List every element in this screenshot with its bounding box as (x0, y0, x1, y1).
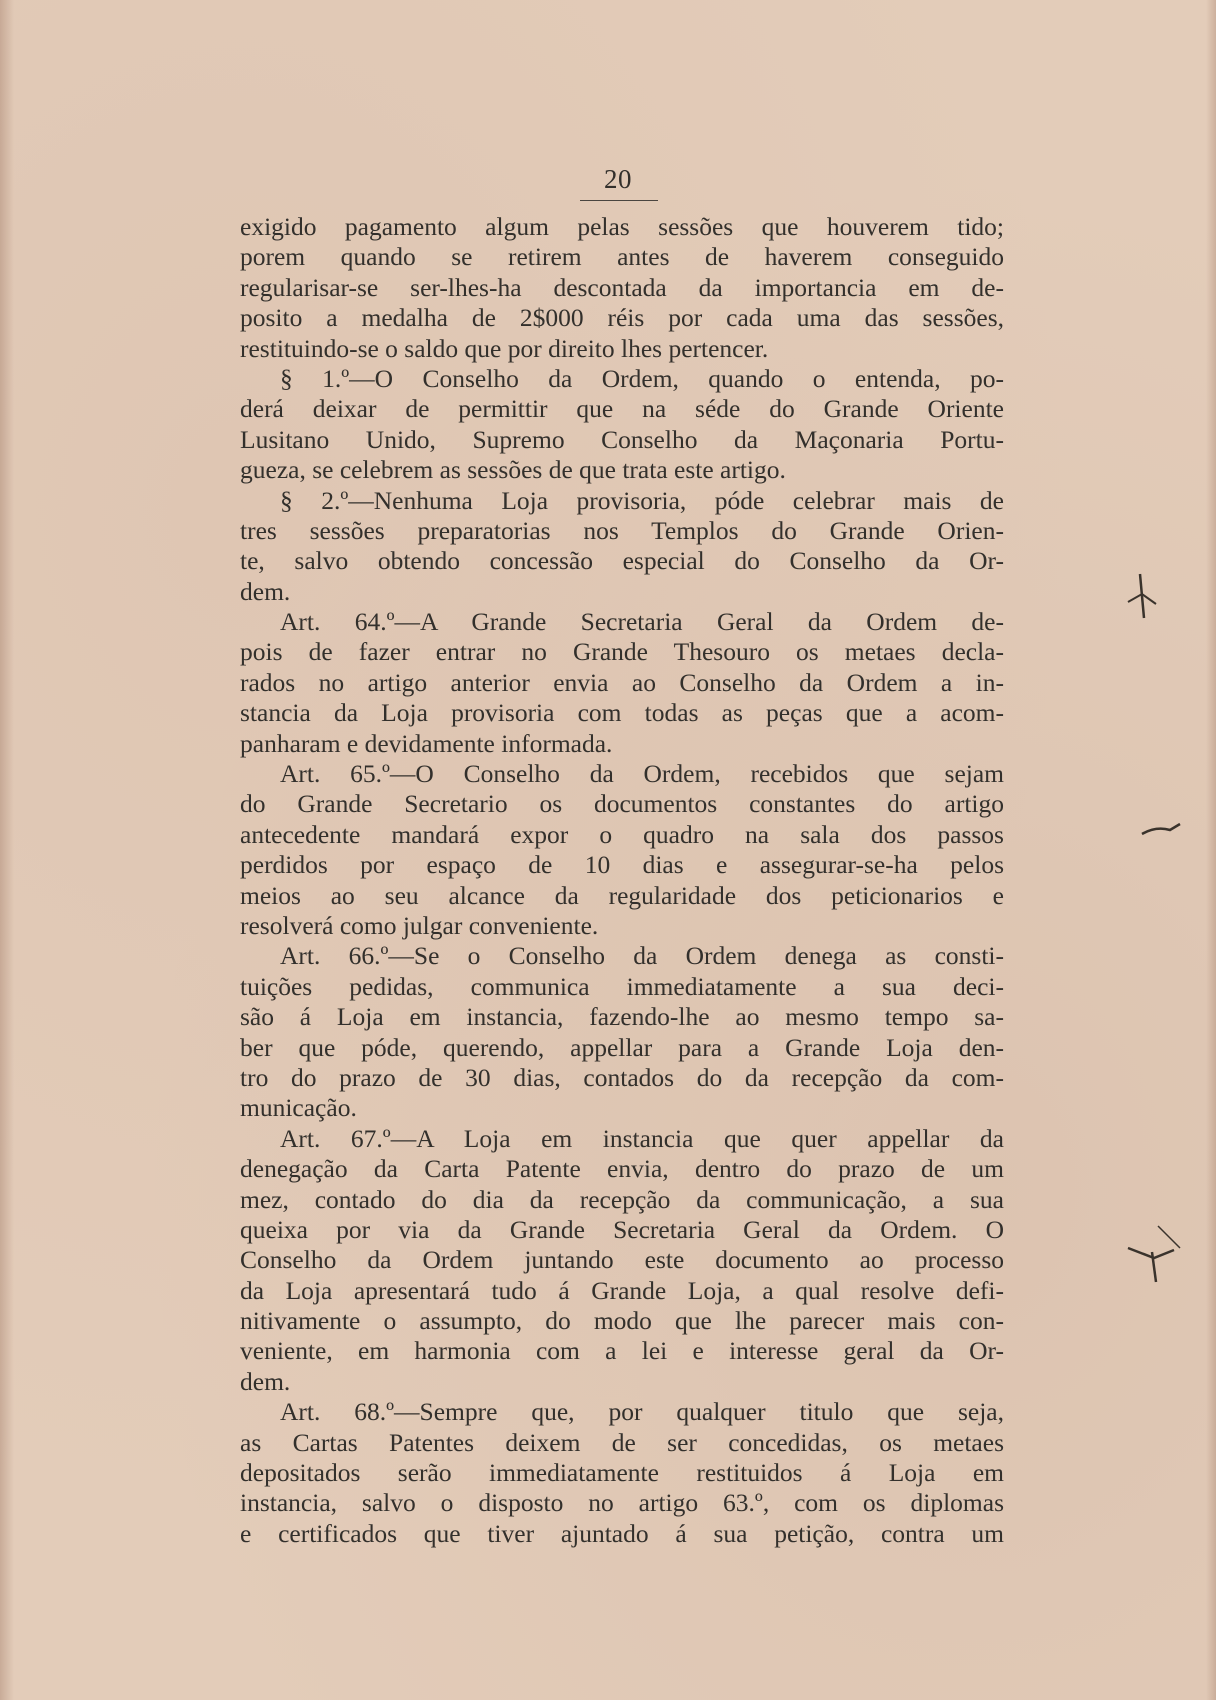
text-line: § 2.º—Nenhuma Loja provisoria, póde celebrar mais de (280, 485, 1004, 515)
text-line: denegação da Carta Patente envia, dentro do prazo de um (240, 1154, 1004, 1184)
text-line: dem. (240, 1366, 291, 1396)
text-line: Art. 68.º—Sempre que, por qualquer titulo que seja, (280, 1397, 1004, 1427)
text-line: derá deixar de permittir que na séde do Grande Oriente (240, 394, 1004, 424)
text-line: instancia, salvo o disposto no artigo 63.º, com os diplomas (240, 1488, 1004, 1518)
text-line: porem quando se retirem antes de haverem conseguido (240, 242, 1004, 272)
text-line: Lusitano Unido, Supremo Conselho da Maçonaria Portu- (240, 424, 1004, 454)
text-line: Art. 67.º—A Loja em instancia que quer appellar da (280, 1123, 1004, 1153)
text-line: § 1.º—O Conselho da Ordem, quando o entenda, po- (280, 363, 1004, 393)
text-line: mez, contado do dia da recepção da communicação, a sua (240, 1184, 1004, 1214)
text-line: perdidos por espaço de 10 dias e assegurar-se-ha pelos (240, 850, 1004, 880)
text-line: e certificados que tiver ajuntado á sua petição, contra um (240, 1518, 1004, 1548)
text-line: restituindo-se o saldo que por direito lhes pertencer. (240, 333, 769, 363)
page-number-rule (580, 200, 658, 201)
text-line: stancia da Loja provisoria com todas as peças que a acom- (240, 698, 1004, 728)
text-line: do Grande Secretario os documentos constantes do artigo (240, 789, 1004, 819)
text-line: veniente, em harmonia com a lei e interesse geral da Or- (240, 1336, 1004, 1366)
text-line: rados no artigo anterior envia ao Conselho da Ordem a in- (240, 667, 1004, 697)
text-line: regularisar-se ser-lhes-ha descontada da importancia em de- (240, 272, 1004, 302)
text-line: ber que póde, querendo, appellar para a Grande Loja den- (240, 1032, 1004, 1062)
body-text (240, 212, 1004, 1549)
text-line: tuições pedidas, communica immediatamente a sua deci- (240, 971, 1004, 1001)
text-line: as Cartas Patentes deixem de ser concedidas, os metaes (240, 1427, 1004, 1457)
text-line: municação. (240, 1093, 357, 1123)
text-line: Art. 66.º—Se o Conselho da Ordem denega as consti- (280, 941, 1004, 971)
text-line: pois de fazer entrar no Grande Thesouro os metaes decla- (240, 637, 1004, 667)
margin-pencil-mark-icon (1122, 572, 1162, 630)
margin-pencil-mark-icon (1140, 818, 1184, 852)
text-line: antecedente mandará expor o quadro na sala dos passos (240, 819, 1004, 849)
text-line: tres sessões preparatorias nos Templos do Grande Orien- (240, 515, 1004, 545)
text-line: panharam e devidamente informada. (240, 728, 613, 758)
text-line: dem. (240, 576, 291, 606)
text-line: da Loja apresentará tudo á Grande Loja, a qual resolve defi- (240, 1275, 1004, 1305)
text-line: exigido pagamento algum pelas sessões que houverem tido; (240, 212, 1004, 241)
page-edge-left (0, 0, 14, 1700)
text-line: tro do prazo de 30 dias, contados do da recepção da com- (240, 1062, 1004, 1092)
text-line: posito a medalha de 2$000 réis por cada uma das sessões, (240, 303, 1004, 333)
margin-pencil-mark-icon (1124, 1222, 1184, 1294)
text-line: queixa por via da Grande Secretaria Geral da Ordem. O (240, 1214, 1004, 1244)
page-edge-right (1206, 0, 1216, 1700)
text-line: te, salvo obtendo concessão especial do Conselho da Or- (240, 546, 1004, 576)
text-line: Conselho da Ordem juntando este documento ao processo (240, 1245, 1004, 1275)
text-line: são á Loja em instancia, fazendo-lhe ao mesmo tempo sa- (240, 1002, 1004, 1032)
text-line: gueza, se celebrem as sessões de que trata este artigo. (240, 455, 786, 485)
text-line: Art. 64.º—A Grande Secretaria Geral da Ordem de- (280, 607, 1004, 637)
page-number: 20 (604, 164, 632, 194)
text-line: depositados serão immediatamente restituidos á Loja em (240, 1458, 1004, 1488)
text-line: meios ao seu alcance da regularidade dos peticionarios e (240, 880, 1004, 910)
text-line: resolverá como julgar conveniente. (240, 910, 599, 940)
text-line: nitivamente o assumpto, do modo que lhe parecer mais con- (240, 1306, 1004, 1336)
text-line: Art. 65.º—O Conselho da Ordem, recebidos que sejam (280, 759, 1004, 789)
